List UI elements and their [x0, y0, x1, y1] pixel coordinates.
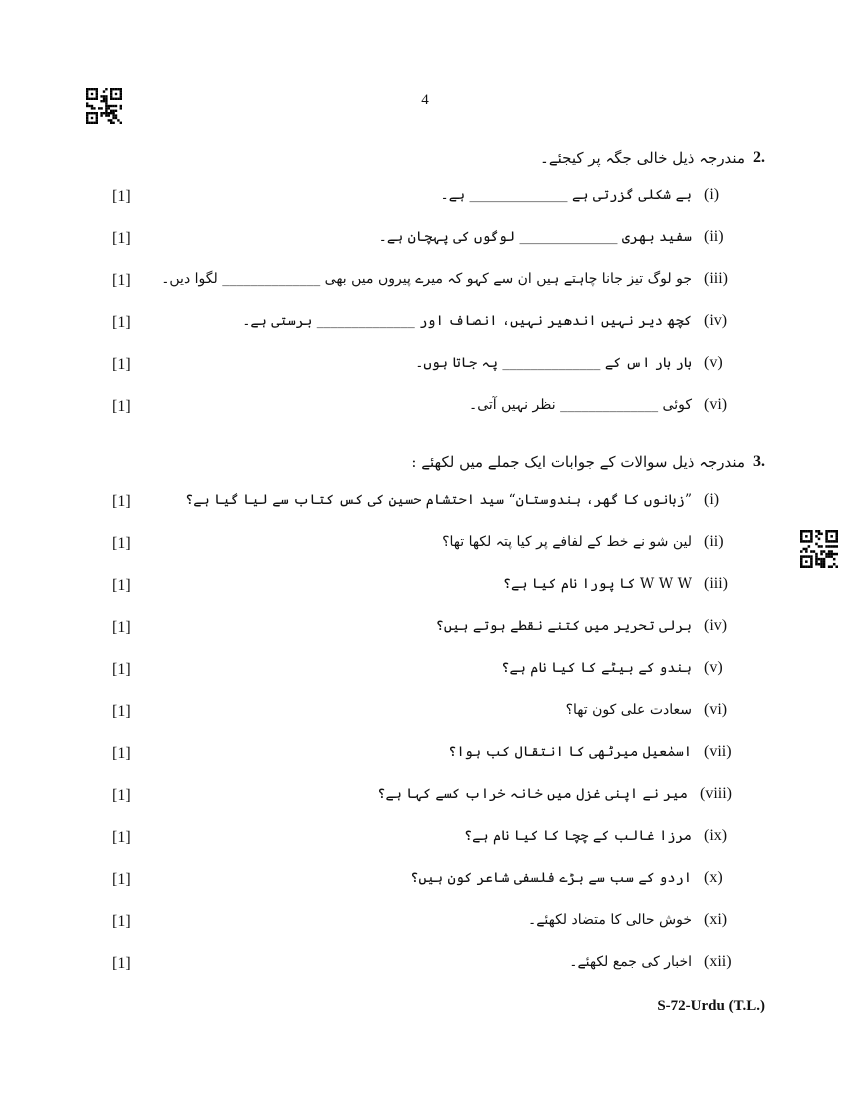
marks-label: [1]: [112, 356, 131, 373]
item-text: W W W کا پورا نام کیا ہے؟: [502, 576, 692, 592]
marks-label: [1]: [112, 871, 131, 888]
item-number: (xi): [704, 911, 728, 928]
item-number: (ix): [704, 827, 728, 844]
item-content: [185, 491, 732, 509]
item-content: [469, 396, 732, 414]
list-item: [0, 659, 850, 683]
question-instruction: مندرجہ ذیل سوالات کے جوابات ایک جملے میں لکھئے :: [411, 453, 745, 471]
marks-label: [1]: [112, 661, 131, 678]
list-item: [0, 354, 850, 378]
question-number: 2.: [753, 149, 765, 166]
item-number: (v): [704, 354, 723, 371]
list-item: [0, 911, 850, 935]
item-number: (viii): [700, 785, 732, 802]
item-number: (iv): [704, 312, 728, 329]
item-number: (iv): [704, 617, 728, 634]
item-text: اسمٰعیل میرٹھی کا انتقال کب ہوا؟: [448, 744, 692, 760]
marks-label: [1]: [112, 577, 131, 594]
item-number: (x): [704, 869, 723, 886]
item-content: [442, 533, 732, 551]
question-2-heading: [540, 146, 765, 170]
item-text: میر نے اپنی غزل میں خانہ خراب کسے کہا ہے؟: [377, 786, 688, 802]
item-number: (v): [704, 659, 723, 676]
item-content: [528, 911, 732, 929]
item-text: بار بار اس کے ______________ پہ جاتا ہوں۔: [415, 355, 692, 371]
item-text: ”زبانوں کا گھر، ہندوستان“ سید احتشام حسین کی کس کتاب سے لیا گیا ہے؟: [185, 492, 692, 508]
question-3-heading: [411, 450, 765, 474]
marks-label: [1]: [112, 493, 131, 510]
marks-label: [1]: [112, 787, 131, 804]
item-text: ہندو کے بیٹے کا کیا نام ہے؟: [501, 660, 692, 676]
list-item: [0, 312, 850, 336]
item-content: [242, 312, 732, 330]
list-item: [0, 869, 850, 893]
item-content: [566, 701, 732, 719]
item-text: سفید بھری ______________ لوگوں کی پہچان ہے۔: [378, 229, 692, 245]
item-content: [503, 575, 732, 593]
item-content: [436, 617, 732, 635]
item-content: [569, 953, 732, 971]
item-number: (ii): [704, 533, 724, 550]
item-text: مرزا غالب کے چچا کا کیا نام ہے؟: [463, 828, 692, 844]
item-number: (xii): [704, 953, 732, 970]
question-number: 3.: [753, 453, 765, 470]
marks-label: [1]: [112, 535, 131, 552]
list-item: [0, 396, 850, 420]
marks-label: [1]: [112, 745, 131, 762]
marks-label: [1]: [112, 314, 131, 331]
item-text: خوش حالی کا متضاد لکھئے۔: [527, 912, 692, 928]
item-text: جو لوگ تیز جانا چاہتے ہیں ان سے کہو کہ میرے پیروں میں بھی ______________ لگوا دیں۔: [161, 271, 692, 287]
marks-label: [1]: [112, 703, 131, 720]
item-content: [501, 659, 732, 677]
item-number: (iii): [704, 270, 728, 287]
item-number: (vii): [704, 743, 732, 760]
item-number: (ii): [704, 228, 724, 245]
item-text: کچھ دیر نہیں اندھیر نہیں، انصاف اور ______________ برستی ہے۔: [242, 313, 692, 329]
list-item: [0, 533, 850, 557]
list-item: [0, 228, 850, 252]
item-text: اخبار کی جمع لکھئے۔: [569, 954, 692, 970]
item-content: [410, 869, 732, 887]
list-item: [0, 743, 850, 767]
list-item: [0, 186, 850, 210]
item-number: (vi): [704, 396, 728, 413]
item-text: اردو کے سب سے بڑے فلسفی شاعر کون ہیں؟: [410, 870, 692, 886]
item-content: [379, 228, 732, 246]
marks-label: [1]: [112, 188, 131, 205]
marks-label: [1]: [112, 619, 131, 636]
marks-label: [1]: [112, 913, 131, 930]
item-content: [448, 743, 732, 761]
item-text: کوئی ______________ نظر نہیں آتی۔: [468, 397, 692, 413]
item-number: (iii): [704, 575, 728, 592]
list-item: [0, 270, 850, 294]
marks-label: [1]: [112, 272, 131, 289]
list-item: [0, 827, 850, 851]
marks-label: [1]: [112, 230, 131, 247]
marks-label: [1]: [112, 829, 131, 846]
item-content: [161, 270, 732, 288]
list-item: [0, 701, 850, 725]
item-text: سعادت علی کون تھا؟: [565, 702, 692, 718]
paper-code: S-72-Urdu (T.L.): [657, 998, 765, 1014]
item-number: (vi): [704, 701, 728, 718]
marks-label: [1]: [112, 398, 131, 415]
list-item: [0, 491, 850, 515]
item-content: [440, 186, 732, 204]
list-item: [0, 617, 850, 641]
item-number: (i): [704, 186, 720, 203]
list-item: [0, 575, 850, 599]
marks-label: [1]: [112, 955, 131, 972]
item-content: [377, 785, 732, 803]
question-instruction: مندرجہ ذیل خالی جگہ پر کیجئے۔: [540, 149, 745, 167]
page-number: 4: [421, 92, 429, 108]
item-content: [415, 354, 732, 372]
list-item: [0, 953, 850, 977]
item-content: [464, 827, 732, 845]
item-number: (i): [704, 491, 720, 508]
item-text: لین شو نے خط کے لفافے پر کیا پتہ لکھا تھا؟: [442, 534, 692, 550]
item-text: بے شکلی گزرتی ہے ______________ ہے۔: [440, 187, 692, 203]
list-item: [0, 785, 850, 809]
item-text: برلی تحریر میں کتنے نقطے ہوتے ہیں؟: [435, 618, 692, 634]
